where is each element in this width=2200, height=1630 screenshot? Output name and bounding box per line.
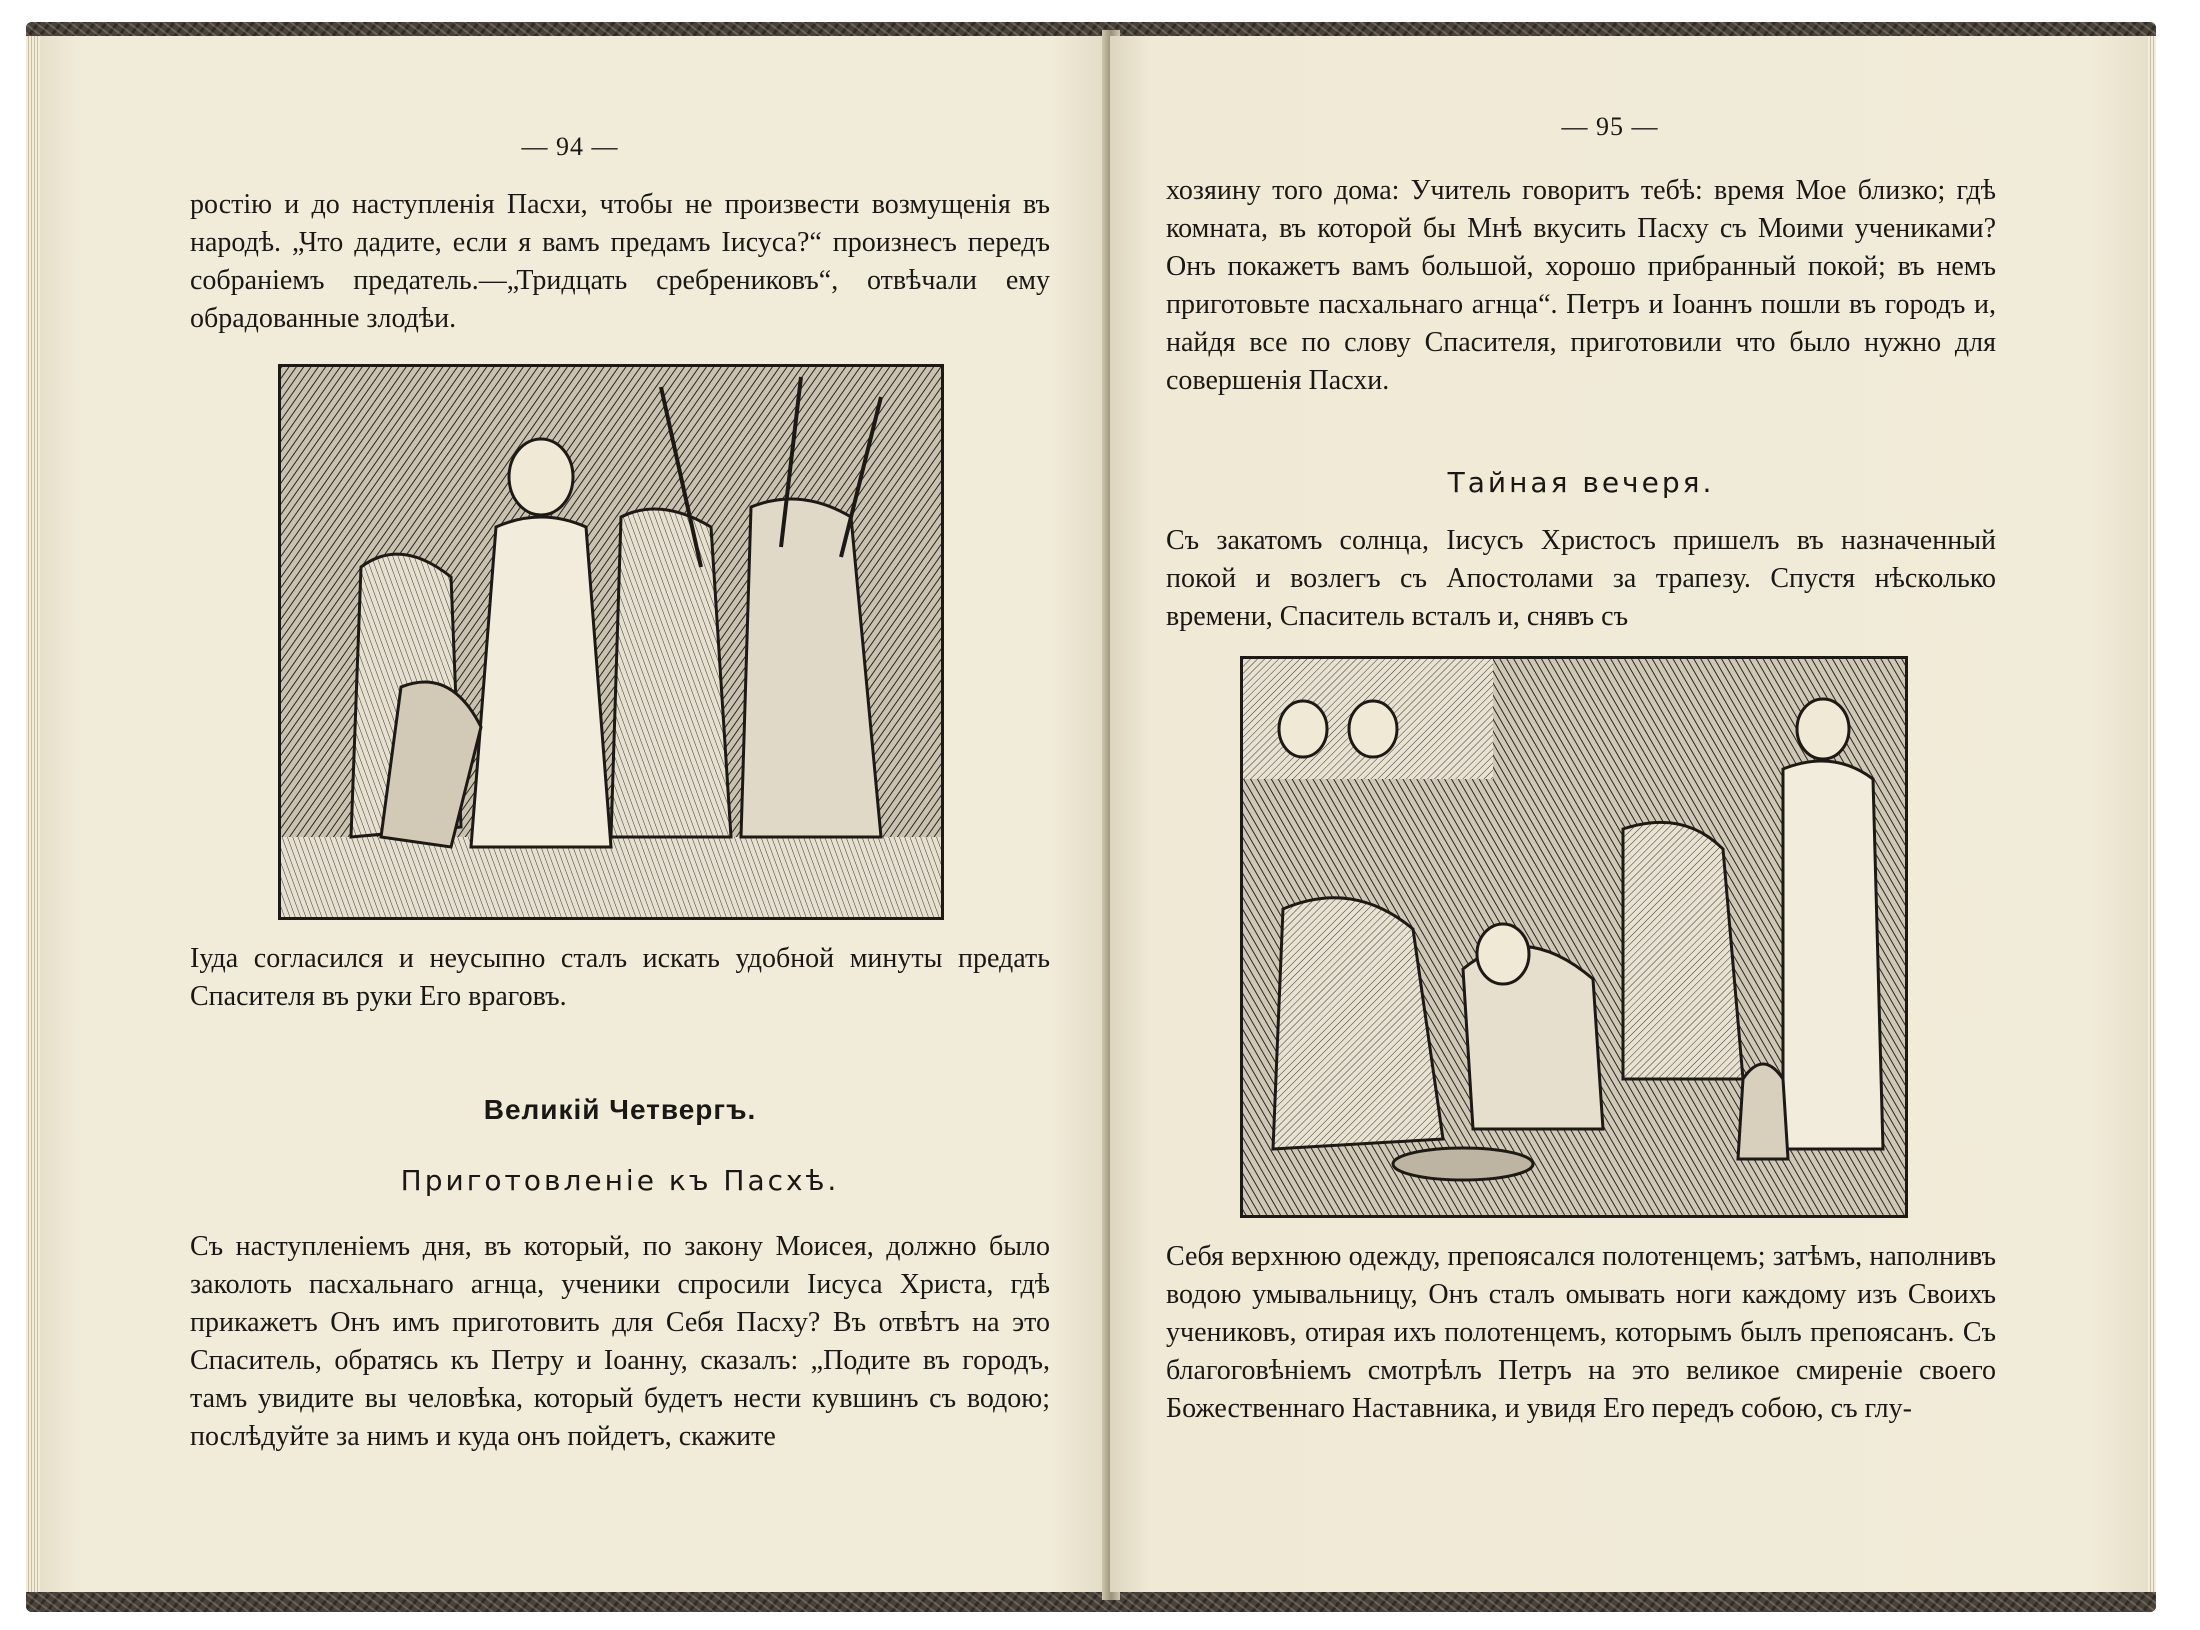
illustration-washing-feet bbox=[1240, 656, 1908, 1218]
left-bottom-paragraph bbox=[190, 1228, 1050, 1456]
right-page bbox=[1110, 36, 2148, 1592]
left-top-text: ростію и до наступленія Пасхи, чтобы не произвести возмущенія въ народѣ. „Что дадите, если я вамъ предамъ Іисуса?“ произнесъ передъ собраніемъ предатель.—„Тридцать сребрениковъ“, отвѣчали ему обрадованные злодѣи. bbox=[190, 189, 1050, 334]
engraving-washing-feet-icon bbox=[1243, 659, 1905, 1215]
right-middle-text: Съ закатомъ солнца, Іисусъ Христосъ пришелъ въ назначенный покой и возлегъ съ Апостолами за трапезу. Спустя нѣсколько времени, Спаситель всталъ и, снявъ съ bbox=[1166, 525, 1996, 632]
open-book bbox=[26, 22, 2156, 1612]
right-top-paragraph bbox=[1166, 172, 1996, 400]
left-page bbox=[40, 36, 1110, 1592]
right-bottom-text: Себя верхнюю одежду, препоясался полотенцемъ; затѣмъ, наполнивъ водою умывальницу, Онъ сталъ омывать ноги каждому изъ Своихъ учениковъ, отирая ихъ полотенцемъ, которымъ былъ препоясанъ. Съ благоговѣніемъ смотрѣлъ Петръ на это великое смиреніе своего Божественнаго Наставника, и увидя Его передъ собою, съ глу- bbox=[1166, 1241, 1996, 1424]
left-page-edges bbox=[26, 36, 40, 1592]
heading-last-supper: Тайная вечеря. bbox=[1447, 466, 1715, 499]
heading-great-thursday: Великій Четвергъ. bbox=[483, 1094, 757, 1125]
right-bottom-paragraph bbox=[1166, 1238, 1996, 1428]
heading-preparation: Приготовленіе къ Пасхѣ. bbox=[400, 1164, 840, 1197]
illustration-betrayal bbox=[278, 364, 944, 920]
left-caption-text: Іуда согласился и неусыпно сталъ искать удобной минуты предать Спасителя въ руки Его враговъ. bbox=[190, 943, 1050, 1012]
left-caption-paragraph bbox=[190, 940, 1050, 1016]
page-number-right: — 95 — bbox=[1561, 112, 1659, 141]
left-top-paragraph bbox=[190, 186, 1050, 338]
engraving-betrayal-icon bbox=[281, 367, 941, 917]
left-bottom-text: Съ наступленіемъ дня, въ который, по закону Моисея, должно было заколоть пасхальнаго агнца, ученики спросили Іисуса Христа, гдѣ прикажетъ Онъ имъ приготовить для Себя Пасху? Въ отвѣтъ на это Спаситель, обратясь къ Петру и Іоанну, сказалъ: „Подите въ городъ, тамъ увидите вы человѣка, который будетъ нести кувшинъ съ водою; послѣдуйте за нимъ и куда онъ пойдетъ, скажите bbox=[190, 1231, 1050, 1452]
right-middle-paragraph bbox=[1166, 522, 1996, 636]
right-top-text: хозяину того дома: Учитель говоритъ тебѣ: время Мое близко; гдѣ комната, въ которой бы Мнѣ вкусить Пасху съ Моими учениками? Онъ покажетъ вамъ большой, хорошо прибранный покой; въ немъ приготовьте пасхальнаго агнца“. Петръ и Іоаннъ пошли въ городъ и, найдя все по слову Спасителя, приготовили что было нужно для совершенія Пасхи. bbox=[1166, 175, 1996, 396]
page-number-left: — 94 — bbox=[521, 132, 619, 161]
